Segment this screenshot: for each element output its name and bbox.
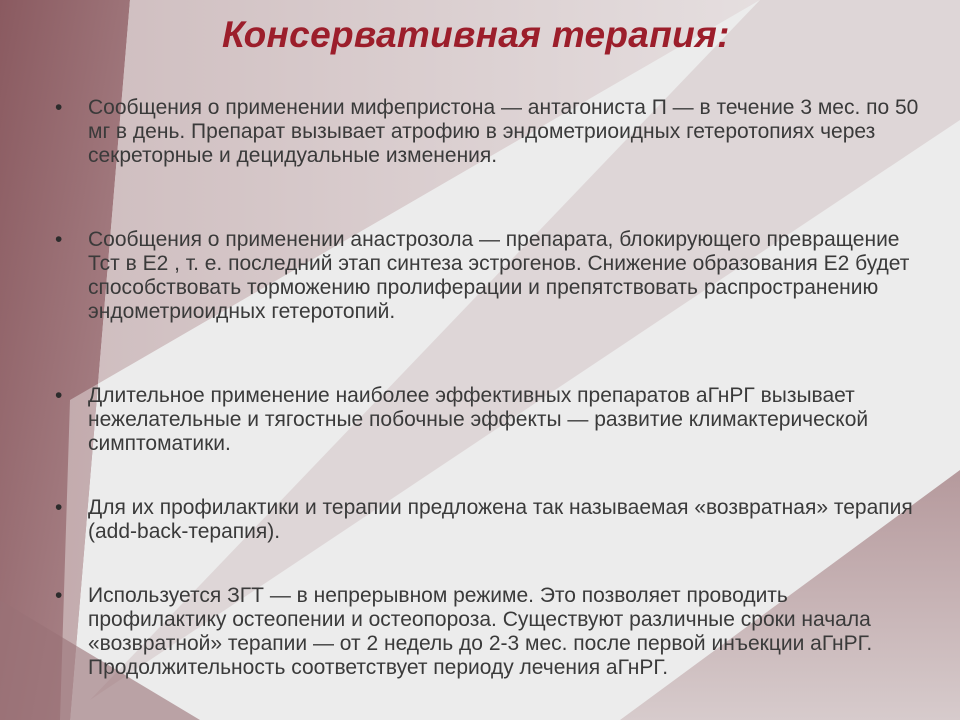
list-item-text: Сообщения о применении анастрозола — препарата, блокирующего превращение Тст в Е2 , т. е. последний этап синтеза эстрогенов. Снижение образования Е2 будет способствовать торможению пролиферации и препятствовать распространению эндометриоидных гетеротопий. [88, 228, 910, 323]
bullet-icon: • [55, 584, 63, 607]
bullet-icon: • [55, 384, 63, 407]
list-item-text: Сообщения о применении мифепристона — антагониста П — в течение 3 мес. по 50 мг в день. Препарат вызывает атрофию в эндометриоидных гетеротопиях через секреторные и децидуальные изменения. [88, 96, 919, 167]
bullet-icon: • [55, 228, 63, 251]
list-item-text: Для их профилактики и терапии предложена так называемая «возвратная» терапия (add-back-терапия). [88, 496, 913, 543]
list-item-text: Длительное применение наиболее эффективных препаратов аГнРГ вызывает нежелательные и тягостные побочные эффекты — развитие климактерической симптоматики. [88, 384, 869, 455]
bullet-icon: • [55, 96, 63, 119]
bullet-icon: • [55, 496, 63, 519]
slide-title: Консервативная терапия: [222, 14, 730, 55]
list-item-text: Используется ЗГТ — в непрерывном режиме. Это позволяет проводить профилактику остеопении и остеопороза. Существуют различные сроки начала «возвратной» терапии — от 2 недель до 2-3 мес. после первой инъекции аГнРГ. Продолжительность соответствует периоду лечения аГнРГ. [88, 584, 873, 679]
